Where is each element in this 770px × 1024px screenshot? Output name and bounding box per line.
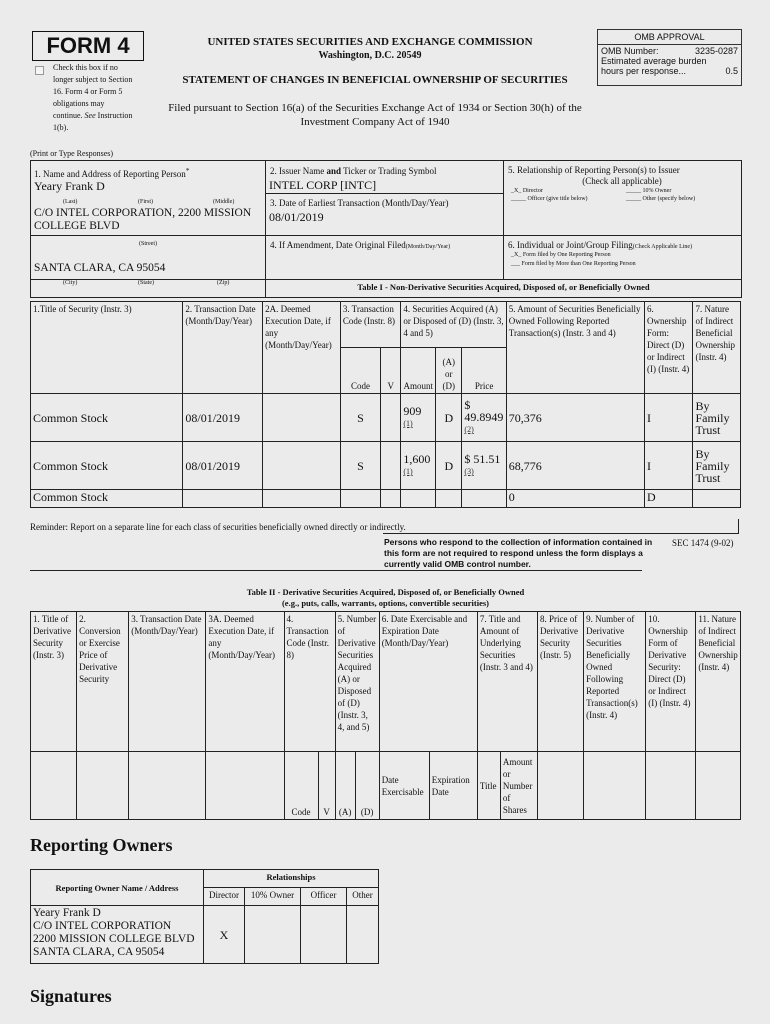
t1-r2-owned: 68,776	[506, 442, 644, 490]
reporting-owners-heading: Reporting Owners	[30, 835, 173, 855]
box6-label: 6. Individual or Joint/Group Filing(Check Applicable Line)	[508, 240, 693, 250]
state-label: (State)	[138, 280, 154, 286]
non-derivative-table	[30, 301, 741, 508]
sec-code: SEC 1474 (9-02)	[672, 538, 734, 548]
checkbox-text: Check this box if no longer subject to Section 16. Form 4 or Form 5 obligations may continue. See Instruction 1(b).	[53, 63, 133, 132]
t2-col-number: 5. Number of Derivative Securities Acquired (A) or Disposed of (D) (Instr. 3, 4, and 5)	[335, 612, 379, 752]
t2-col-code: 4. Transaction Code (Instr. 8)	[284, 612, 335, 752]
t2-sub-date-exercisable: Date Exercisable	[379, 752, 429, 820]
t1-r2-code: S	[340, 442, 380, 490]
t1-sub-aord: (A) or (D)	[436, 348, 462, 394]
filed-pursuant-2: Investment Company Act of 1940	[300, 116, 450, 128]
t2-col-nature: 11. Nature of Indirect Beneficial Ownership (Instr. 4)	[696, 612, 741, 752]
t1-sub-amount: Amount	[401, 348, 436, 394]
t1-r2-price: $ 51.51 (3)	[462, 442, 506, 490]
agency-city: Washington, D.C. 20549	[318, 50, 422, 61]
t1-r1-form: I	[645, 394, 693, 442]
col-ten-percent: 10% Owner	[245, 888, 301, 906]
form-title: FORM 4	[46, 33, 130, 58]
t1-col-date: 2. Transaction Date (Month/Day/Year)	[183, 302, 263, 394]
col-officer: Officer	[301, 888, 347, 906]
agency-title: UNITED STATES SECURITIES AND EXCHANGE COMMISSION	[207, 36, 533, 48]
signatures-heading: Signatures	[30, 986, 112, 1006]
reminder-text: Reminder: Report on a separate line for each class of securities beneficially owned directly or indirectly.	[30, 522, 406, 532]
t1-r1-code: S	[340, 394, 380, 442]
t1-r2-deemed	[263, 442, 341, 490]
t2-sub-code: Code	[284, 752, 318, 820]
t1-r3-nature	[693, 490, 741, 508]
t1-r1-nature: By Family Trust	[693, 394, 741, 442]
no-longer-subject-checkbox[interactable]	[35, 66, 44, 75]
footnote-link[interactable]: (3)	[464, 467, 474, 476]
t1-r2-form: I	[645, 442, 693, 490]
owner-officer-cell	[301, 906, 347, 964]
box4-label: 4. If Amendment, Date Original Filed(Month/Day/Year)	[270, 240, 451, 250]
col-other: Other	[347, 888, 379, 906]
box5-sub: (Check all applicable)	[582, 176, 662, 186]
t1-r1-v	[381, 394, 401, 442]
reporting-person-name: Yeary Frank D	[34, 179, 105, 193]
footnote-link[interactable]: (2)	[464, 425, 474, 434]
t1-r2-aord: D	[436, 442, 462, 490]
t1-r2-nature: By Family Trust	[693, 442, 741, 490]
t1-r3-title: Common Stock	[31, 490, 183, 508]
owner-ten-percent-cell	[245, 906, 301, 964]
omb-number-label: OMB Number:	[601, 46, 659, 56]
owner-other-cell	[347, 906, 379, 964]
t1-sub-price: Price	[462, 348, 506, 394]
t1-col-nature: 7. Nature of Indirect Beneficial Ownership (Instr. 4)	[693, 302, 741, 394]
t1-r3-form: D	[645, 490, 693, 508]
table2-subtitle: (e.g., puts, calls, warrants, options, convertible securities)	[281, 598, 490, 608]
t2-sub-amount: Amount or Number of Shares	[500, 752, 537, 820]
omb-hours: 0.5	[725, 66, 738, 76]
reporting-owners-table	[30, 869, 379, 964]
t1-col-form: 6. Ownership Form: Direct (D) or Indirect (I) (Instr. 4)	[645, 302, 693, 394]
t1-r1-owned: 70,376	[506, 394, 644, 442]
t2-col-exercisable: 6. Date Exercisable and Expiration Date (Month/Day/Year)	[379, 612, 477, 752]
more-reporting-persons-option[interactable]: ___ Form filed by More than One Reporting Person	[511, 261, 636, 267]
table1-title: Table I - Non-Derivative Securities Acquired, Disposed of, or Beneficially Owned	[357, 282, 650, 292]
omb-title: OMB APPROVAL	[598, 30, 741, 45]
city-label: (City)	[63, 280, 78, 286]
issuer-name: INTEL CORP [INTC]	[269, 178, 377, 192]
filed-pursuant-1: Filed pursuant to Section 16(a) of the Securities Exchange Act of 1934 or Section 30(h) of the	[168, 102, 582, 114]
box1-label: 1. Name and Address of Reporting Person*	[34, 166, 190, 179]
t2-col-deemed: 3A. Deemed Execution Date, if any (Month/Day/Year)	[206, 612, 284, 752]
table2-title: Table II - Derivative Securities Acquired, Disposed of, or Beneficially Owned	[246, 587, 525, 597]
t2-col-price: 8. Price of Derivative Security (Instr. 5)	[538, 612, 584, 752]
t2-col-title: 1. Title of Derivative Security (Instr. 3)	[31, 612, 77, 752]
t1-r1-deemed	[263, 394, 341, 442]
t1-r2-amount: 1,600 (1)	[401, 442, 436, 490]
statement-title: STATEMENT OF CHANGES IN BENEFICIAL OWNERSHIP OF SECURITIES	[182, 74, 568, 86]
t1-sub-code: Code	[340, 348, 380, 394]
omb-number: 3235-0287	[694, 46, 738, 56]
officer-option[interactable]: _____ Officer (give title below)	[511, 196, 588, 202]
t1-r1-aord: D	[436, 394, 462, 442]
t1-r3-deemed	[263, 490, 341, 508]
t2-sub-a: (A)	[335, 752, 355, 820]
one-reporting-person-option[interactable]: _X_ Form filed by One Reporting Person	[511, 252, 611, 258]
t2-col-date: 3. Transaction Date (Month/Day/Year)	[129, 612, 206, 752]
t1-r2-v	[381, 442, 401, 490]
t1-col-code: 3. Transaction Code (Instr. 8)	[340, 302, 401, 348]
t1-col-title: 1.Title of Security (Instr. 3)	[31, 302, 183, 394]
ten-percent-owner-option[interactable]: _____ 10% Owner	[626, 188, 672, 194]
t1-r2-date: 08/01/2019	[183, 442, 263, 490]
city-state-zip-row	[30, 277, 742, 298]
box3-label: 3. Date of Earliest Transaction (Month/Day/Year)	[270, 198, 449, 208]
col-relationships: Relationships	[204, 870, 379, 888]
t1-col-owned: 5. Amount of Securities Beneficially Owned Following Reported Transaction(s) (Instr. 3 and 4)	[506, 302, 644, 394]
zip-label: (Zip)	[217, 280, 230, 286]
city-state-zip: SANTA CLARA, CA 95054	[34, 262, 166, 274]
print-or-type: (Print or Type Responses)	[30, 149, 114, 158]
col-owner-name: Reporting Owner Name / Address	[31, 870, 204, 906]
t1-r2-title: Common Stock	[31, 442, 183, 490]
t1-sub-v: V	[381, 348, 401, 394]
footnote-link[interactable]: (1)	[403, 419, 413, 428]
t2-sub-title: Title	[477, 752, 500, 820]
t2-col-conversion: 2. Conversion or Exercise Price of Derivative Security	[77, 612, 129, 752]
t2-sub-d: (D)	[355, 752, 379, 820]
t2-sub-expiration: Expiration Date	[429, 752, 477, 820]
t2-col-underlying: 7. Title and Amount of Underlying Securities (Instr. 3 and 4)	[477, 612, 537, 752]
first-label: (First)	[138, 199, 153, 205]
omb-hours-label: hours per response...	[601, 66, 687, 76]
reporting-info-grid	[30, 160, 742, 280]
omb-burden-label: Estimated average burden	[601, 56, 707, 66]
t2-col-owned: 9. Number of Derivative Securities Beneficially Owned Following Reported Transaction(s) (Instr. 4)	[584, 612, 646, 752]
earliest-transaction-date: 08/01/2019	[269, 210, 324, 224]
omb-approval-box	[597, 29, 742, 86]
t1-r1-title: Common Stock	[31, 394, 183, 442]
table-row	[31, 906, 379, 964]
middle-label: (Middle)	[213, 199, 235, 205]
box2-label: 2. Issuer Name and Ticker or Trading Symbol	[270, 166, 437, 176]
owner-director-mark: X	[204, 906, 245, 964]
t1-col-deemed: 2A. Deemed Execution Date, if any (Month/Day/Year)	[263, 302, 341, 394]
persons-notice: Persons who respond to the collection of information contained in this form are not required to respond unless the form displays a currently valid OMB control number.	[384, 537, 653, 569]
t2-sub-v: V	[318, 752, 335, 820]
street-label: (Street)	[139, 241, 157, 247]
t1-r1-price: $ 49.8949 (2)	[462, 394, 506, 442]
t1-r3-price	[462, 490, 506, 508]
table-row	[31, 490, 741, 508]
col-director: Director	[204, 888, 245, 906]
t1-r3-aord	[436, 490, 462, 508]
t1-r3-date	[183, 490, 263, 508]
last-label: (Last)	[63, 199, 78, 205]
t1-r1-amount: 909 (1)	[401, 394, 436, 442]
table-row	[31, 442, 741, 490]
t1-r3-amount	[401, 490, 436, 508]
director-option[interactable]: _X_ Director	[511, 188, 543, 194]
footnote-link[interactable]: (1)	[403, 467, 413, 476]
t1-r3-owned: 0	[506, 490, 644, 508]
t1-r3-code	[340, 490, 380, 508]
owner-name-address: Yeary Frank D C/O INTEL CORPORATION 2200 MISSION COLLEGE BLVD SANTA CLARA, CA 95054	[31, 906, 204, 964]
t1-r1-date: 08/01/2019	[183, 394, 263, 442]
reporting-address: C/O INTEL CORPORATION, 2200 MISSION COLLEGE BLVD	[34, 207, 252, 232]
table-row	[31, 394, 741, 442]
box5-label: 5. Relationship of Reporting Person(s) to Issuer	[508, 165, 680, 175]
t1-r3-v	[381, 490, 401, 508]
other-option[interactable]: _____ Other (specify below)	[626, 196, 696, 202]
t1-col-acquired: 4. Securities Acquired (A) or Disposed of (D) (Instr. 3, 4 and 5)	[401, 302, 506, 348]
t2-col-form: 10. Ownership Form of Derivative Security: Direct (D) or Indirect (I) (Instr. 4)	[646, 612, 696, 752]
form-title-box	[32, 31, 144, 61]
derivative-table	[30, 611, 741, 820]
